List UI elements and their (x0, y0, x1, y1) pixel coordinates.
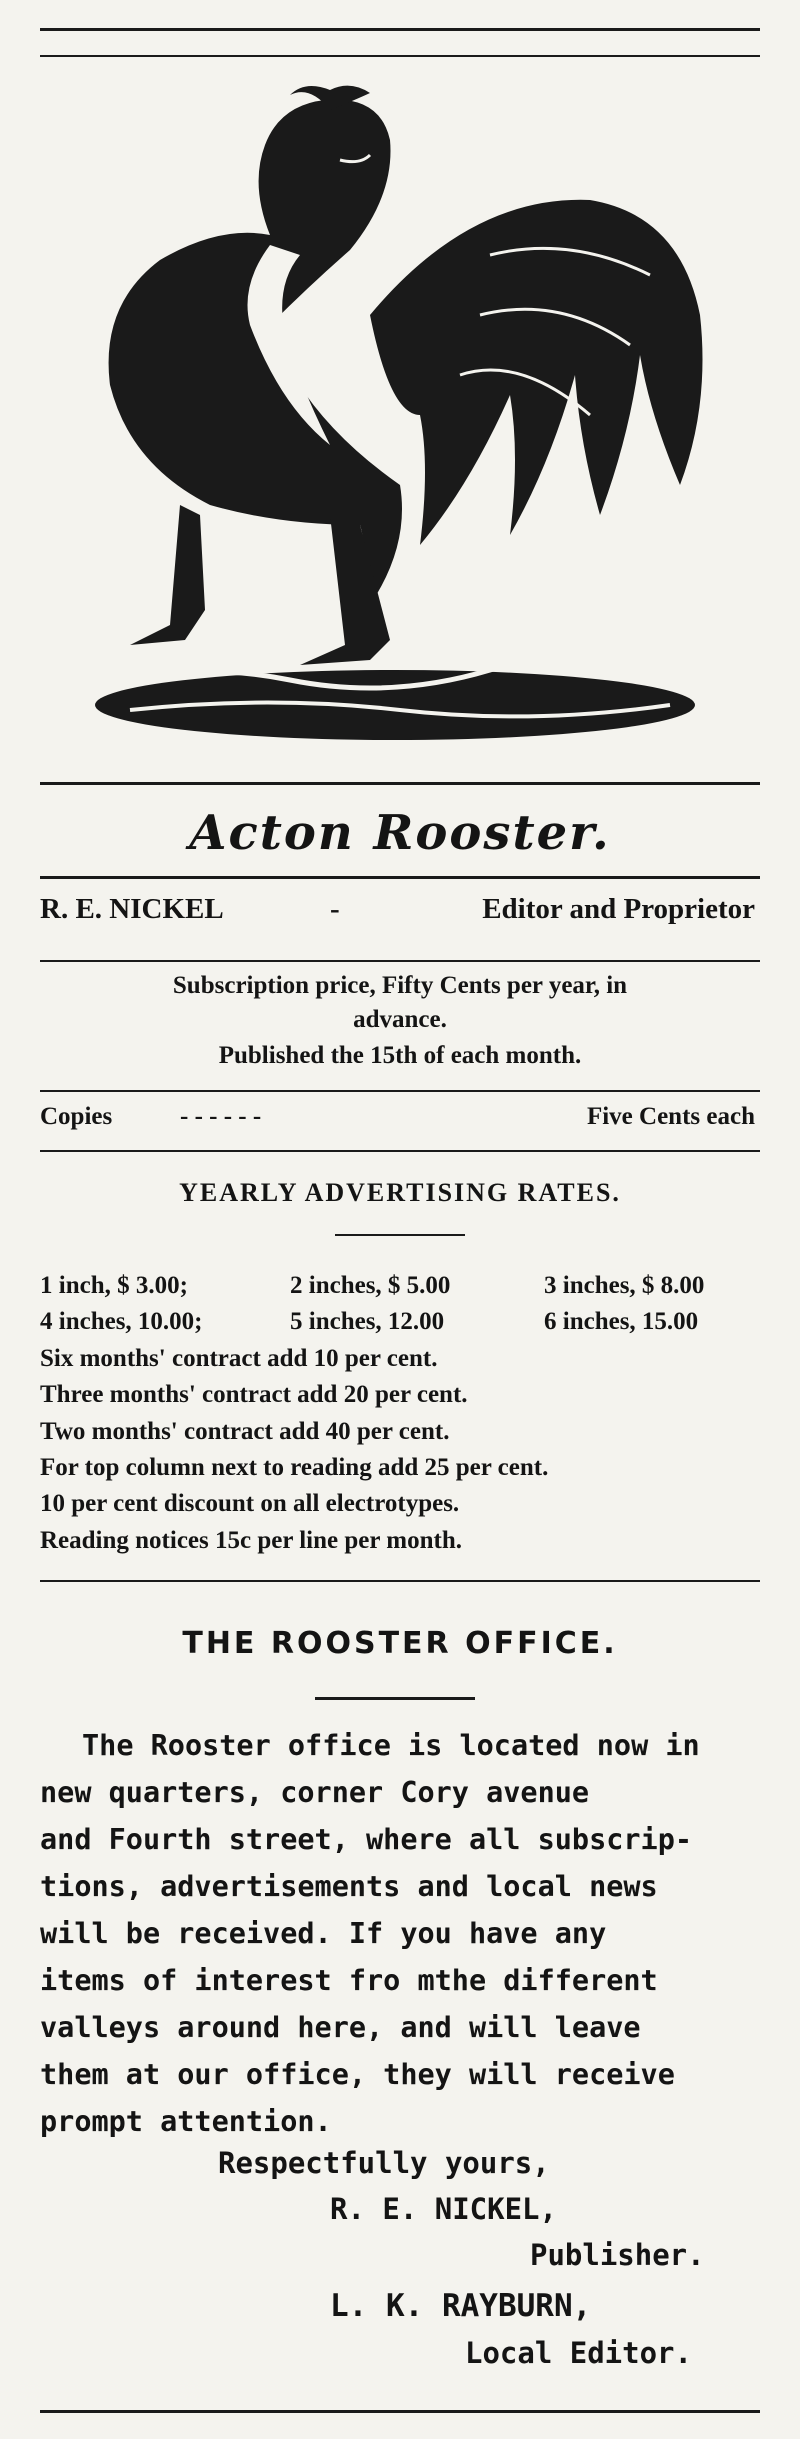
note-three-months: Three months' contract add 20 per cent. (40, 1381, 468, 1408)
office-line-8: them at our office, they will receive (40, 2058, 675, 2091)
editor-name: R. E. NICKEL (40, 893, 224, 925)
top-rule (40, 28, 760, 31)
note-six-months: Six months' contract add 10 per cent. (40, 1345, 438, 1372)
office-line-6: items of interest fro mthe different (40, 1964, 658, 1997)
rule-above-title (40, 782, 760, 785)
rooster-illustration (70, 85, 720, 755)
rule-below-rates (40, 1580, 760, 1582)
copies-price: Five Cents each (586, 1103, 755, 1130)
note-two-months: Two months' contract add 40 per cent. (40, 1418, 450, 1445)
rule-below-title (40, 876, 760, 879)
signer1-name: R. E. NICKEL, (330, 2192, 557, 2226)
bottom-rule (40, 2410, 760, 2413)
note-top-column: For top column next to reading add 25 per cent. (40, 1454, 549, 1481)
office-line-2: new quarters, corner Cory avenue (40, 1776, 590, 1809)
office-line-9: prompt attention. (40, 2105, 332, 2138)
rate-1-inch: 1 inch, $ 3.00; (40, 1272, 188, 1299)
editor-role: Editor and Proprietor (482, 893, 755, 925)
masthead-title: Acton Rooster. (189, 805, 611, 861)
note-reading-notices: Reading notices 15c per line per month. (40, 1527, 462, 1554)
office-line-1: The Rooster office is located now in (82, 1729, 700, 1762)
office-line-3: and Fourth street, where all subscrip- (40, 1823, 693, 1856)
rule-above-copies (40, 1090, 760, 1092)
signer2-name: L. K. RAYBURN, (330, 2288, 592, 2324)
rate-5-inches: 5 inches, 12.00 (290, 1308, 445, 1335)
office-line-5: will be received. If you have any (40, 1917, 607, 1950)
rate-3-inches: 3 inches, $ 8.00 (544, 1272, 705, 1299)
advertising-short-rule (335, 1234, 465, 1236)
office-paragraph (40, 1722, 760, 2145)
office-line-4: tions, advertisements and local news (40, 1870, 658, 1903)
rate-6-inches: 6 inches, 15.00 (544, 1308, 699, 1335)
subscription-line-1: Subscription price, Fifty Cents per year, in (172, 972, 628, 999)
copies-dashes: - - - - - - (180, 1103, 262, 1130)
rate-2-inches: 2 inches, $ 5.00 (290, 1272, 451, 1299)
office-short-rule (315, 1697, 475, 1700)
advertising-heading: YEARLY ADVERTISING RATES. (179, 1178, 621, 1207)
rule-below-editor (40, 960, 760, 962)
office-line-7: valleys around here, and will leave (40, 2011, 641, 2044)
subscription-line-2: advance. (353, 1006, 447, 1033)
signer2-title: Local Editor. (465, 2336, 692, 2370)
closing: Respectfully yours, (218, 2146, 550, 2180)
signer1-title: Publisher. (530, 2238, 705, 2272)
rate-4-inches: 4 inches, 10.00; (40, 1308, 203, 1335)
top-rule-2 (40, 55, 760, 57)
published-line: Published the 15th of each month. (218, 1042, 582, 1069)
note-electrotypes: 10 per cent discount on all electrotypes. (40, 1490, 460, 1517)
editor-dash: - (330, 893, 340, 925)
office-heading: THE ROOSTER OFFICE. (182, 1626, 618, 1661)
copies-label: Copies (40, 1103, 113, 1130)
rule-below-copies (40, 1150, 760, 1152)
